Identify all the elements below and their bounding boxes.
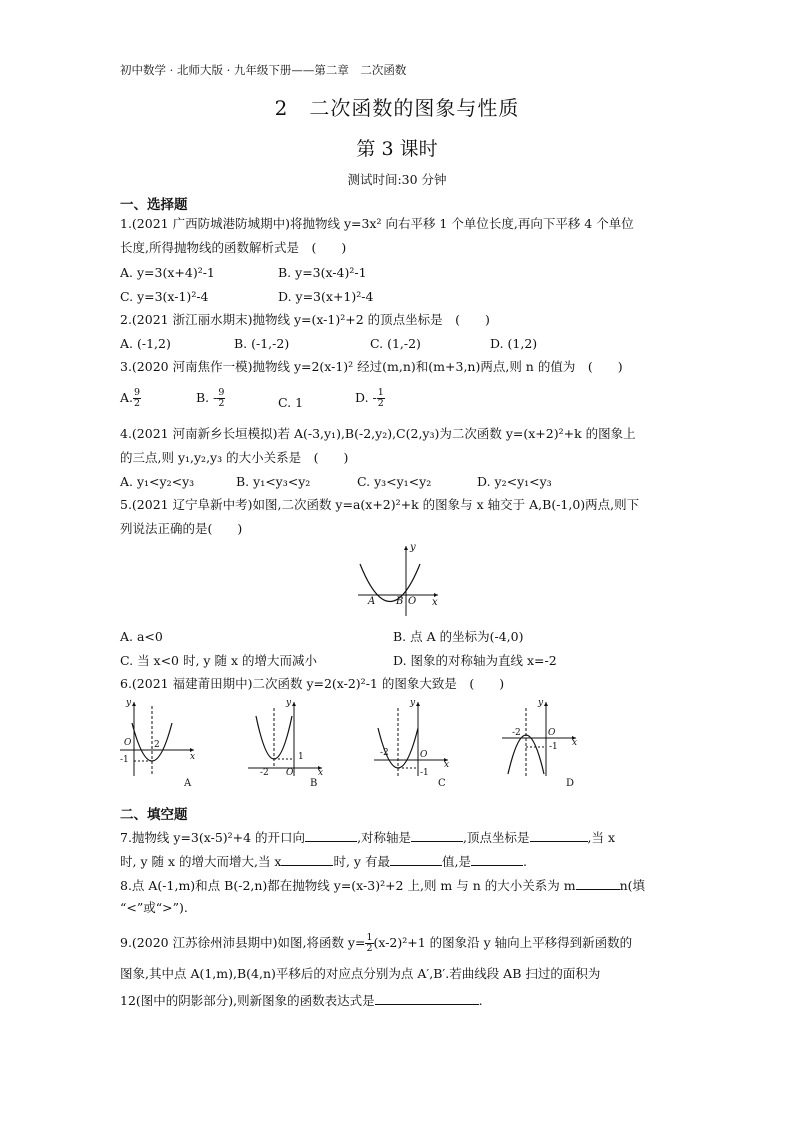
q5-line2: 列说法正确的是( ) xyxy=(120,521,243,536)
q6-graph-c: y x O -2 -1 C xyxy=(380,698,450,789)
q6-graph-a: y x O 2 -1 A xyxy=(120,698,196,789)
q4-line1: 4.(2021 河南新乡长垣模拟)若 A(-3,y₁),B(-2,y₂),C(2,y₃)为二次函数 y=(x+2)²+k 的图象上 xyxy=(120,426,636,441)
q2-text: 2.(2021 浙江丽水期末)抛物线 y=(x-1)²+2 的顶点坐标是 ( ) xyxy=(120,312,490,327)
q3-option-a: A. $\frac{9}{2}$ xyxy=(120,387,141,409)
q7-blank-3[interactable] xyxy=(530,828,588,842)
q5-point-b-label: B xyxy=(396,596,404,607)
q7-line2: 时, y 随 x 的增大而增大,当 x 时, y 有最 值,是 . xyxy=(120,854,527,869)
q1-option-a: A. y=3(x+4)²-1 xyxy=(120,265,215,280)
q6-graph-a-label: A xyxy=(184,778,192,789)
q1-line1: 1.(2021 广西防城港防城期中)将抛物线 y=3x² 向右平移 1 个单位长度,再向下平移 4 个单位 xyxy=(120,216,634,231)
q6-graph-c-label: C xyxy=(438,778,446,789)
section-fill-heading: 二、填空题 xyxy=(120,807,188,823)
q4-option-c: C. y₃<y₁<y₂ xyxy=(357,474,432,489)
q5-option-d: D. 图象的对称轴为直线 x=-2 xyxy=(393,653,557,668)
q9-line1: 9.(2020 江苏徐州沛县期中)如图,将函数 y= $\frac{1}{2}$ (x-2)²+1 的图象沿 y 轴向上平移得到新函数的 xyxy=(120,932,633,954)
q1-option-d: D. y=3(x+1)²-4 xyxy=(278,289,374,304)
q2-option-b: B. (-1,-2) xyxy=(234,336,290,351)
q7-blank-4[interactable] xyxy=(281,852,333,866)
q5-graph-svg xyxy=(350,540,450,620)
q2-option-c: C. (1,-2) xyxy=(370,336,421,351)
q7-blank-2[interactable] xyxy=(411,828,463,842)
q5-point-a-label: A xyxy=(368,596,376,607)
q5-graph xyxy=(350,540,450,620)
page-header: 初中数学 · 北师大版 · 九年级下册——第二章 二次函数 xyxy=(120,63,407,77)
test-time: 测试时间:30 分钟 xyxy=(347,172,447,187)
q5-option-c: C. 当 x<0 时, y 随 x 的增大而减小 xyxy=(120,653,317,668)
q1-line2: 长度,所得抛物线的函数解析式是 ( ) xyxy=(120,240,347,255)
q2-option-d: D. (1,2) xyxy=(490,336,538,351)
q7-line1: 7.抛物线 y=3(x-5)²+4 的开口向 ,对称轴是 ,顶点坐标是 ,当 x xyxy=(120,830,616,845)
q6-graph-d-label: D xyxy=(566,778,575,789)
q9-blank[interactable] xyxy=(375,991,479,1005)
q6-graph-d: y x O -2 -1 D xyxy=(500,698,580,793)
q7-blank-1[interactable] xyxy=(305,828,357,842)
q6-graph-b: y x O -2 1 B xyxy=(246,698,326,793)
q8-line1: 8.点 A(-1,m)和点 B(-2,n)都在抛物线 y=(x-3)²+2 上,则 m 与 n 的大小关系为 m n(填 xyxy=(120,878,646,893)
q7-blank-5[interactable] xyxy=(390,852,442,866)
q1-option-b: B. y=3(x-4)²-1 xyxy=(278,265,367,280)
q3-text: 3.(2020 河南焦作一模)抛物线 y=2(x-1)² 经过(m,n)和(m+3,n)两点,则 n 的值为 ( ) xyxy=(120,359,623,374)
section-choice-heading: 一、选择题 xyxy=(120,197,188,213)
q6-graph-b-label: B xyxy=(310,778,318,789)
q4-option-a: A. y₁<y₂<y₃ xyxy=(120,474,195,489)
q5-y-label: y xyxy=(410,542,416,553)
q2-option-a: A. (-1,2) xyxy=(120,336,171,351)
q4-option-d: D. y₂<y₁<y₃ xyxy=(477,474,552,489)
q7-blank-6[interactable] xyxy=(471,852,523,866)
q3-option-c: C. 1 xyxy=(278,395,304,410)
q4-line2: 的三点,则 y₁,y₂,y₃ 的大小关系是 ( ) xyxy=(120,450,349,465)
q9-line2: 图象,其中点 A(1,m),B(4,n)平移后的对应点分别为点 A′,B′.若曲线段 AB 扫过的面积为 xyxy=(120,966,601,981)
q5-x-label: x xyxy=(432,597,438,608)
q8-blank[interactable] xyxy=(576,876,620,890)
lesson-subtitle: 第 3 课时 xyxy=(356,138,438,160)
q5-option-b: B. 点 A 的坐标为(-4,0) xyxy=(393,629,524,644)
q3-option-d: D. - $\frac{1}{2}$ xyxy=(355,387,384,409)
q5-line1: 5.(2021 辽宁阜新中考)如图,二次函数 y=a(x+2)²+k 的图象与 x 轴交于 A,B(-1,0)两点,则下 xyxy=(120,497,640,512)
q9-line3: 12(图中的阴影部分),则新图象的函数表达式是 . xyxy=(120,993,483,1008)
q8-line2: “<”或“>”). xyxy=(120,900,188,915)
q5-option-a: A. a<0 xyxy=(120,629,163,644)
lesson-title: 2 二次函数的图象与性质 xyxy=(274,96,520,120)
q5-origin-label: O xyxy=(408,596,417,607)
q1-option-c: C. y=3(x-1)²-4 xyxy=(120,289,209,304)
q6-text: 6.(2021 福建莆田期中)二次函数 y=2(x-2)²-1 的图象大致是 ( ) xyxy=(120,676,505,691)
q4-option-b: B. y₁<y₃<y₂ xyxy=(236,474,311,489)
q3-option-b: B. - $\frac{9}{2}$ xyxy=(196,387,225,409)
